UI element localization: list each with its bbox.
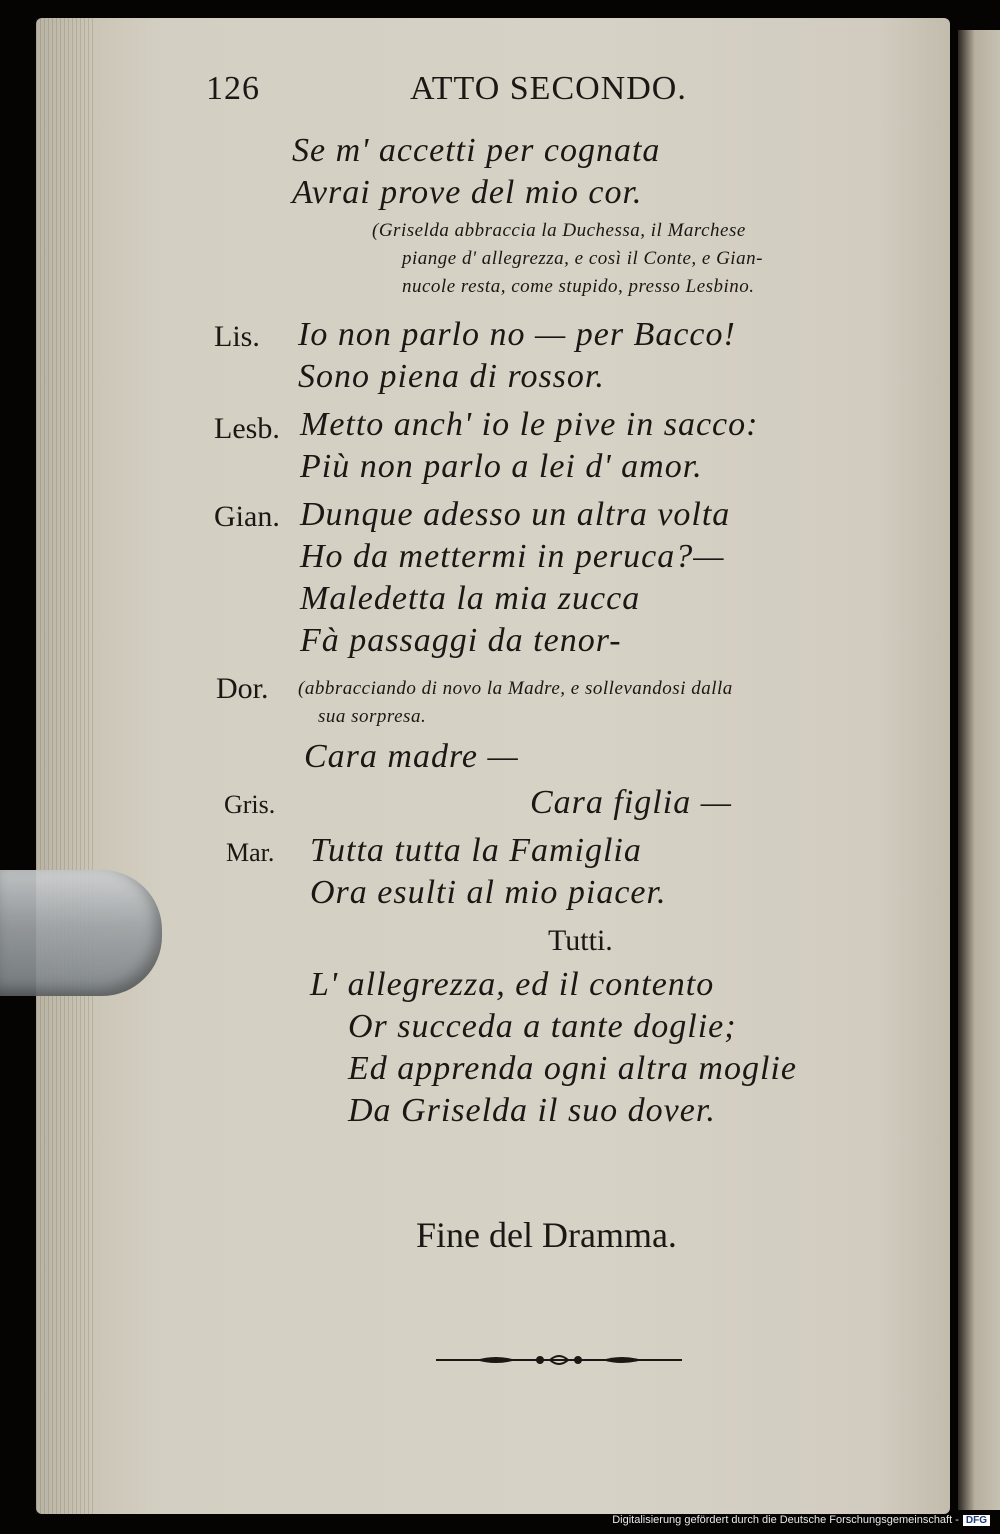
verse-line: L' allegrezza, ed il contento xyxy=(310,966,715,1003)
page-edges xyxy=(36,18,94,1514)
footer xyxy=(612,1514,990,1526)
facing-page-edge xyxy=(958,30,1000,1510)
closing-line: Fine del Dramma. xyxy=(416,1215,677,1255)
running-title: ATTO SECONDO. xyxy=(410,70,687,107)
verse-line: Io non parlo no — per Bacco! xyxy=(298,316,736,353)
page-number: 126 xyxy=(206,70,260,107)
verse-line: Dunque adesso un altra volta xyxy=(300,496,731,533)
footer-text: Digitalisierung gefördert durch die Deutsche Forschungsgemeinschaft - xyxy=(612,1514,959,1526)
verse-line: Più non parlo a lei d' amor. xyxy=(300,448,703,485)
page-clip xyxy=(0,870,162,996)
verse-line: Sono piena di rossor. xyxy=(298,358,605,395)
stage-direction: sua sorpresa. xyxy=(318,706,427,727)
speaker-name: Gian. xyxy=(214,500,280,533)
stage-direction: (Griselda abbraccia la Duchessa, il Marchese xyxy=(372,220,746,241)
speaker-name: Mar. xyxy=(226,838,275,867)
verse-line: Da Griselda il suo dover. xyxy=(348,1092,716,1129)
verse-line: Or succeda a tante doglie; xyxy=(348,1008,737,1045)
dfg-logo: DFG xyxy=(963,1515,990,1526)
verse-line: Ho da mettermi in peruca?— xyxy=(300,538,725,575)
verse-line: Tutta tutta la Famiglia xyxy=(310,832,642,869)
stage-direction: (abbracciando di novo la Madre, e sollevandosi dalla xyxy=(298,678,733,699)
verse-line: Avrai prove del mio cor. xyxy=(292,174,643,211)
verse-line: Ed apprenda ogni altra moglie xyxy=(348,1050,797,1087)
verse-line: Metto anch' io le pive in sacco: xyxy=(300,406,759,443)
chorus-label: Tutti. xyxy=(548,924,613,957)
verse-line: Ora esulti al mio piacer. xyxy=(310,874,667,911)
verse-line: Fà passaggi da tenor- xyxy=(300,622,622,659)
speaker-name: Lesb. xyxy=(214,412,280,445)
speaker-name: Lis. xyxy=(214,320,260,353)
speaker-name: Gris. xyxy=(224,790,276,819)
verse-line: Se m' accetti per cognata xyxy=(292,132,661,169)
verse-line: Cara figlia — xyxy=(530,784,732,821)
speaker-name: Dor. xyxy=(216,672,269,705)
verse-line: Maledetta la mia zucca xyxy=(300,580,641,617)
ornament-divider xyxy=(436,1352,682,1368)
stage-direction: nucole resta, come stupido, presso Lesbino. xyxy=(402,276,755,297)
verse-line: Cara madre — xyxy=(304,738,519,775)
stage-direction: piange d' allegrezza, e così il Conte, e Gian- xyxy=(402,248,763,269)
